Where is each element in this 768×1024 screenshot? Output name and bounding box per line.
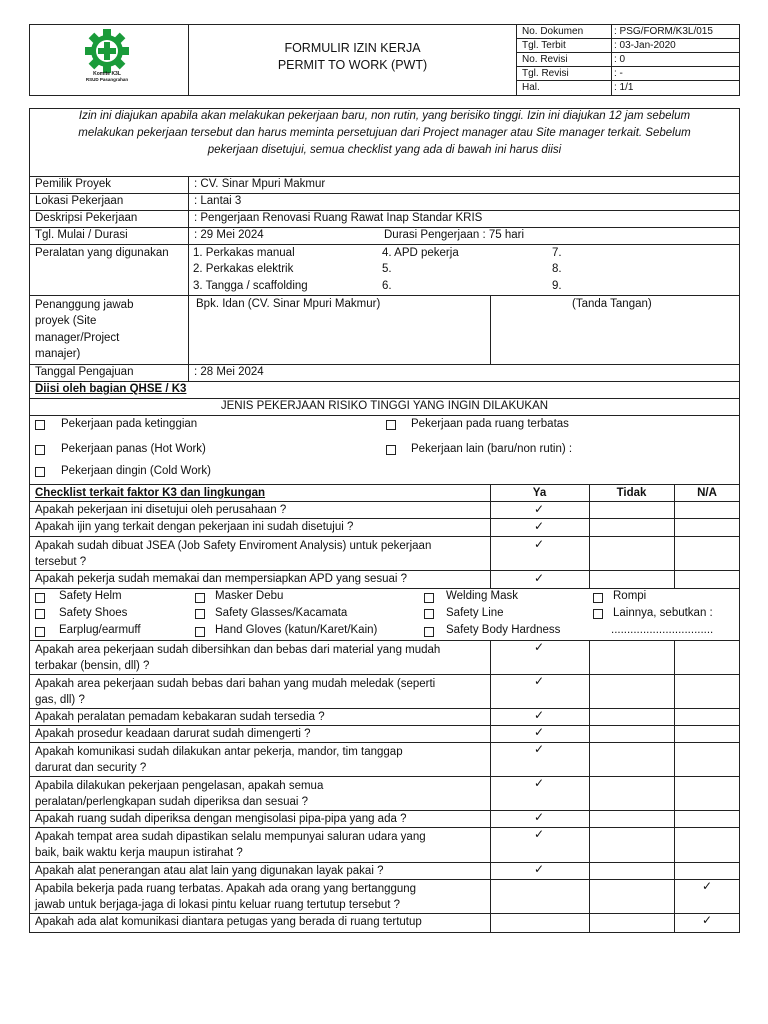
- checkbox-apd[interactable]: [424, 593, 434, 603]
- intro-line-1: Izin ini diajukan apabila akan melakukan pekerjaan baru, non rutin, yang berisiko tinggi. Izin ini diajukan 12 jam sebelum: [78, 110, 691, 122]
- checklist-question: terbakar (bensin, dll) ?: [35, 660, 150, 672]
- checklist-question: Apabila dilakukan pekerjaan pengelasan, apakah semua: [35, 780, 324, 792]
- checklist-question: Apakah alat penerangan atau alat lain yang digunakan layak pakai ?: [35, 865, 384, 877]
- checklist-question: Apakah sudah dibuat JSEA (Job Safety Enviroment Analysis) untuk pekerjaan: [35, 540, 432, 552]
- apd-item: Safety Glasses/Kacamata: [215, 607, 348, 619]
- label-penanggung-jawab: manager/Project: [35, 332, 120, 344]
- hospital-logo: [82, 28, 132, 82]
- risk-item: Pekerjaan pada ruang terbatas: [411, 418, 569, 430]
- apd-item: Safety Line: [446, 607, 504, 619]
- check-mark-icon: ✓: [534, 537, 545, 551]
- meta-value: : 1/1: [614, 82, 634, 93]
- meta-value: : 0: [614, 54, 626, 65]
- apd-item: Safety Body Hardness: [446, 624, 561, 636]
- meta-value: : -: [614, 68, 623, 79]
- checkbox-pekerjaan-lain[interactable]: [386, 445, 396, 455]
- peralatan-item: 8.: [552, 263, 562, 275]
- apd-item: Welding Mask: [446, 590, 519, 602]
- value-lokasi: : Lantai 3: [194, 195, 242, 207]
- checklist-header: Checklist terkait faktor K3 dan lingkungan: [35, 487, 266, 499]
- checklist-question: gas, dll) ?: [35, 694, 85, 706]
- apd-other-input[interactable]: ................................: [611, 624, 714, 636]
- checkbox-apd[interactable]: [593, 593, 603, 603]
- meta-label: Tgl. Revisi: [522, 68, 569, 79]
- checklist-question: Apakah area pekerjaan sudah dibersihkan dan bebas dari material yang mudah: [35, 644, 441, 656]
- checkbox-apd[interactable]: [35, 593, 45, 603]
- checklist-question: Apakah peralatan pemadam kebakaran sudah tersedia ?: [35, 711, 325, 723]
- label-tgl-mulai: Tgl. Mulai / Durasi: [35, 229, 128, 241]
- checklist-question: jawab untuk berjaga-jaga di lokasi pintu keluar ruang tertutup tersebut ?: [35, 899, 401, 911]
- checkbox-apd[interactable]: [35, 627, 45, 637]
- checklist-question: Apakah area pekerjaan sudah bebas dari bahan yang mudah meledak (seperti: [35, 678, 436, 690]
- peralatan-item: 3. Tangga / scaffolding: [193, 280, 308, 292]
- checklist-question: peralatan/perlengkapan sudah diperiksa dan sesuai ?: [35, 796, 309, 808]
- peralatan-item: 9.: [552, 280, 562, 292]
- risk-title: JENIS PEKERJAAN RISIKO TINGGI YANG INGIN DILAKUKAN: [220, 400, 549, 412]
- checkbox-apd[interactable]: [35, 609, 45, 619]
- intro-line-2: melakukan pekerjaan tersebut dan harus meminta persetujuan dari Project manager atau Site manager terkait. Sebelum: [78, 127, 691, 139]
- label-peralatan: Peralatan yang digunakan: [35, 247, 169, 259]
- checklist-question: Apabila bekerja pada ruang terbatas. Apakah ada orang yang bertanggung: [35, 883, 417, 895]
- check-mark-icon: ✓: [534, 742, 545, 756]
- checklist-question: Apakah tempat area sudah dipastikan selalu mempunyai saluran udara yang: [35, 831, 426, 843]
- label-penanggung-jawab: manajer): [35, 348, 81, 360]
- checkbox-ketinggian[interactable]: [35, 420, 45, 430]
- checklist-question: tersebut ?: [35, 556, 87, 568]
- check-mark-icon: ✓: [534, 810, 545, 824]
- checklist-question: Apakah ada alat komunikasi diantara petugas yang berada di ruang tertutup: [35, 916, 422, 928]
- meta-label: Tgl. Terbit: [522, 40, 566, 51]
- peralatan-item: 6.: [382, 280, 392, 292]
- meta-value: : 03-Jan-2020: [614, 40, 676, 51]
- label-penanggung-jawab: proyek (Site: [35, 315, 97, 327]
- check-mark-icon: ✓: [534, 519, 545, 533]
- apd-item: Lainnya, sebutkan :: [613, 607, 713, 619]
- checklist-question: Apakah komunikasi sudah dilakukan antar pekerja, mandor, tim tanggap: [35, 746, 403, 758]
- gear-cross-logo-icon: [82, 28, 132, 74]
- qhse-section-label: Diisi oleh bagian QHSE / K3: [35, 383, 187, 395]
- check-mark-icon: ✓: [534, 862, 545, 876]
- form-title: FORMULIR IZIN KERJA: [284, 41, 421, 55]
- label-pemilik: Pemilik Proyek: [35, 178, 112, 190]
- checklist-question: Apakah pekerjaan ini disetujui oleh perusahaan ?: [35, 504, 287, 516]
- check-mark-icon: ✓: [534, 725, 545, 739]
- checkbox-apd[interactable]: [195, 627, 205, 637]
- check-mark-icon: ✓: [534, 827, 545, 841]
- meta-label: No. Revisi: [522, 54, 568, 65]
- intro-line-3: pekerjaan disetujui, semua checklist yang ada di bawah ini harus diisi: [207, 144, 562, 156]
- checkbox-apd[interactable]: [195, 609, 205, 619]
- col-tidak: Tidak: [616, 487, 647, 499]
- checkbox-apd[interactable]: [195, 593, 205, 603]
- meta-label: Hal.: [522, 82, 540, 93]
- risk-item: Pekerjaan dingin (Cold Work): [61, 465, 211, 477]
- check-mark-icon: ✓: [702, 879, 713, 893]
- checklist-question: baik, baik waktu kerja maupun istirahat ?: [35, 847, 243, 859]
- value-deskripsi: : Pengerjaan Renovasi Ruang Rawat Inap Standar KRIS: [194, 212, 483, 224]
- checklist-question: Apakah pekerja sudah memakai dan mempersiapkan APD yang sesuai ?: [35, 573, 408, 585]
- risk-item: Pekerjaan pada ketinggian: [61, 418, 198, 430]
- value-tgl-mulai: : 29 Mei 2024: [194, 229, 264, 241]
- peralatan-item: 2. Perkakas elektrik: [193, 263, 294, 275]
- apd-item: Safety Helm: [59, 590, 122, 602]
- meta-label: No. Dokumen: [522, 26, 584, 37]
- checkbox-hot-work[interactable]: [35, 445, 45, 455]
- meta-value: : PSG/FORM/K3L/015: [614, 26, 713, 37]
- peralatan-item: 7.: [552, 247, 562, 259]
- form-subtitle: PERMIT TO WORK (PWT): [277, 58, 428, 72]
- check-mark-icon: ✓: [702, 913, 713, 927]
- label-lokasi: Lokasi Pekerjaan: [35, 195, 124, 207]
- col-na: N/A: [697, 487, 717, 499]
- checklist-question: Apakah ijin yang terkait dengan pekerjaan ini sudah disetujui ?: [35, 521, 354, 533]
- peralatan-item: 5.: [382, 263, 392, 275]
- apd-item: Masker Debu: [215, 590, 284, 602]
- risk-item: Pekerjaan panas (Hot Work): [61, 443, 206, 455]
- peralatan-item: 4. APD pekerja: [382, 247, 459, 259]
- logo-text-2: RSUD Pasangrahan: [85, 77, 129, 82]
- check-mark-icon: ✓: [534, 776, 545, 790]
- checkbox-cold-work[interactable]: [35, 467, 45, 477]
- checkbox-apd[interactable]: [424, 627, 434, 637]
- checklist-question: Apakah prosedur keadaan darurat sudah dimengerti ?: [35, 728, 311, 740]
- check-mark-icon: ✓: [534, 502, 545, 516]
- logo-text-1: Komite K3L: [93, 71, 121, 77]
- apd-item: Earplug/earmuff: [59, 624, 141, 636]
- checkbox-ruang-terbatas[interactable]: [386, 420, 396, 430]
- check-mark-icon: ✓: [534, 640, 545, 654]
- value-pemilik: : CV. Sinar Mpuri Makmur: [194, 178, 326, 190]
- checklist-question: darurat dan security ?: [35, 762, 147, 774]
- apd-item: Hand Gloves (katun/Karet/Kain): [215, 624, 378, 636]
- check-mark-icon: ✓: [534, 674, 545, 688]
- apd-item: Safety Shoes: [59, 607, 128, 619]
- check-mark-icon: ✓: [534, 571, 545, 585]
- apd-item: Rompi: [613, 590, 647, 602]
- risk-item: Pekerjaan lain (baru/non rutin) :: [411, 443, 573, 455]
- value-penanggung-jawab: Bpk. Idan (CV. Sinar Mpuri Makmur): [196, 298, 381, 310]
- label-penanggung-jawab: Penanggung jawab: [35, 299, 134, 311]
- value-tgl-pengajuan: : 28 Mei 2024: [194, 366, 264, 378]
- label-deskripsi: Deskripsi Pekerjaan: [35, 212, 138, 224]
- checkbox-apd[interactable]: [424, 609, 434, 619]
- check-mark-icon: ✓: [534, 708, 545, 722]
- col-ya: Ya: [532, 487, 547, 499]
- label-tgl-pengajuan: Tanggal Pengajuan: [35, 366, 134, 378]
- value-durasi: Durasi Pengerjaan : 75 hari: [384, 229, 524, 241]
- checklist-question: Apakah ruang sudah diperiksa dengan mengisolasi pipa-pipa yang ada ?: [35, 813, 407, 825]
- peralatan-item: 1. Perkakas manual: [193, 247, 295, 259]
- checkbox-apd[interactable]: [593, 609, 603, 619]
- signature-label: (Tanda Tangan): [572, 298, 652, 310]
